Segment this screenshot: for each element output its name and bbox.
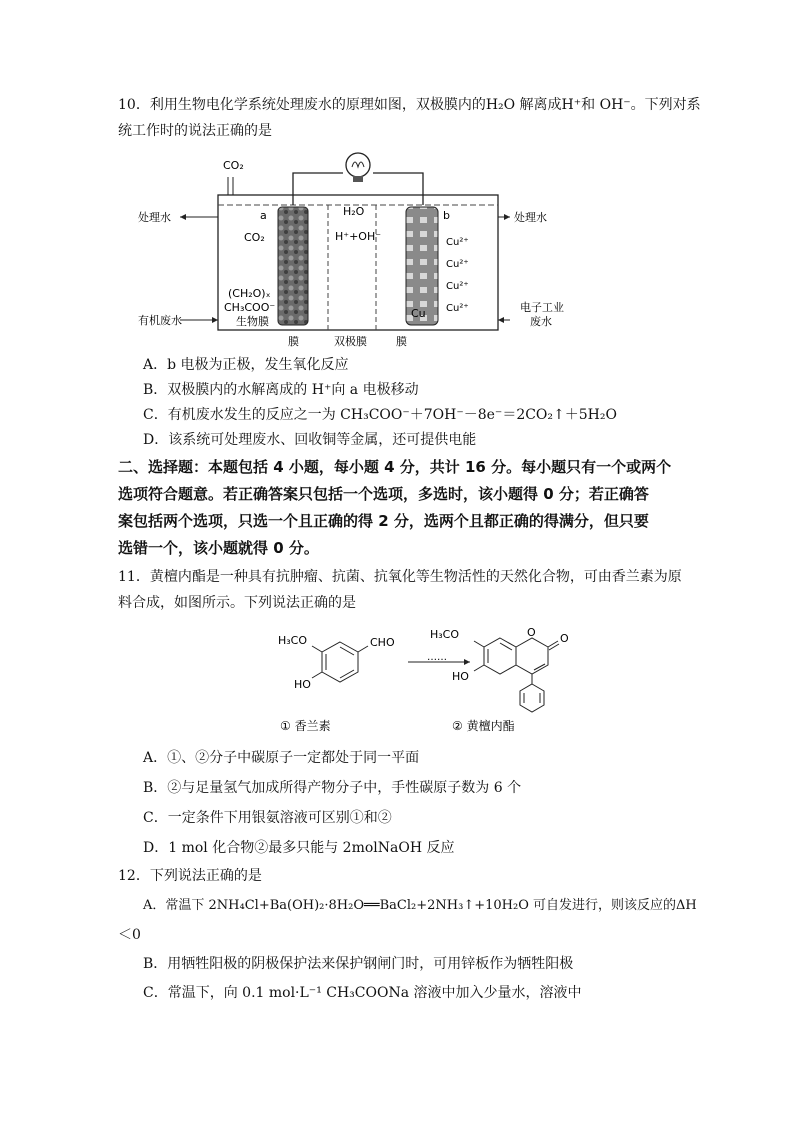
h-oh-label: H⁺+OH⁻ [335,230,382,243]
h3co-label-1: H₃CO [278,634,308,647]
carbonyl-o-label: O [560,632,569,645]
section2-line3: 案包括两个选项，只选一个且正确的得 2 分，选两个且都正确的得满分，但只要 [118,512,649,530]
treated-water-left-label: 处理水 [138,211,171,224]
electrode-a-label: a [260,209,267,222]
q10-electrochemical-diagram [138,145,564,350]
membrane-left-label: 膜 [288,335,299,348]
membrane-right-label: 膜 [396,335,407,348]
section2-line2: 选项符合题意。若正确答案只包括一个选项，多选时，该小题得 0 分；若正确答 [118,485,649,503]
q10-option-d: D．该系统可处理废水、回收铜等金属，还可提供电能 [143,432,477,448]
cu-ion-label: Cu²⁺ [446,237,469,248]
q11-synthesis-diagram [240,620,580,740]
cho-label: CHO [370,636,395,649]
q10-stem-line1: 10．利用生物电化学系统处理废水的原理如图，双极膜内的H₂O 解离成H⁺和 OH⁻。下列对系 [118,97,701,113]
cu-ion-label: Cu²⁺ [446,281,469,292]
q10-option-b: B．双极膜内的水解离成的 H⁺向 a 电极移动 [143,382,419,398]
ho-label-2: HO [452,670,469,683]
q10-option-a: A．b 电极为正极，发生氧化反应 [143,357,349,373]
organic-wastewater-label: 有机废水 [138,314,182,327]
q11-option-a: A．①、②分子中碳原子一定都处于同一平面 [143,750,420,766]
vanillin-ring [322,642,358,682]
co2-inner-label: CO₂ [244,231,265,244]
electronic-wastewater-label2: 废水 [530,315,552,328]
q11-option-d: D．1 mol 化合物②最多只能与 2molNaOH 反应 [143,840,455,856]
q11-option-c: C．一定条件下用银氨溶液可区别①和② [143,810,392,826]
coumarin-lactone-ring [516,638,548,674]
cu-ion-label: Cu²⁺ [446,303,469,314]
q12-option-a-line2: ＜0 [118,927,141,943]
arrow-dots: …… [427,652,447,663]
cu-label: Cu [411,307,426,320]
section2-line4: 选错一个，该小题就得 0 分。 [118,539,319,557]
reaction-arrow-icon [464,659,470,665]
caption-dalbergin: ② 黄檀内酯 [452,719,515,733]
bulb-icon [346,153,370,177]
q11-stem-line2: 料合成，如图所示。下列说法正确的是 [118,595,356,611]
biofilm-label: 生物膜 [236,315,269,328]
q12-stem: 12．下列说法正确的是 [118,868,262,884]
q10-stem-line2: 统工作时的说法正确的是 [118,123,272,139]
q12-option-b: B．用牺牲阳极的阴极保护法来保护钢闸门时，可用锌板作为牺牲阳极 [143,956,574,972]
q12-option-a-line1: A．常温下 2NH₄Cl+Ba(OH)₂·8H₂O══BaCl₂+2NH₃↑+10H₂O 可自发进行，则该反应的ΔH [143,898,697,913]
bipolar-membrane-label: 双极膜 [334,335,367,348]
caption-vanillin: ① 香兰素 [280,719,331,733]
q11-stem-line1: 11．黄檀内酯是一种具有抗肿瘤、抗菌、抗氧化等生物活性的天然化合物，可由香兰素为原 [118,569,682,585]
electronic-wastewater-label1: 电子工业 [520,301,564,314]
treated-water-right-label: 处理水 [514,211,547,224]
organic-ch3coo-label: CH₃COO⁻ [224,301,276,314]
electrode-b-label: b [443,209,450,222]
co2-top-label: CO₂ [223,159,244,172]
h3co-label-2: H₃CO [430,628,460,641]
ho-label-1: HO [294,678,311,691]
q12-option-c: C．常温下，向 0.1 mol·L⁻¹ CH₃COONa 溶液中加入少量水，溶液中 [143,985,582,1001]
q11-option-b: B．②与足量氢气加成所得产物分子中，手性碳原子数为 6 个 [143,780,522,796]
electrode-a-biofilm [278,207,308,325]
organic-ch2o-label: (CH₂O)ₓ [228,287,271,300]
ring-o-label: O [527,626,536,639]
q10-option-c: C．有机废水发生的反应之一为 CH₃COO⁻＋7OH⁻－8e⁻＝2CO₂↑＋5H₂O [143,407,617,423]
h2o-label: H₂O [343,205,365,218]
cu-ion-label: Cu²⁺ [446,259,469,270]
section2-line1: 二、选择题：本题包括 4 小题，每小题 4 分，共计 16 分。每小题只有一个或两个 [118,458,672,476]
